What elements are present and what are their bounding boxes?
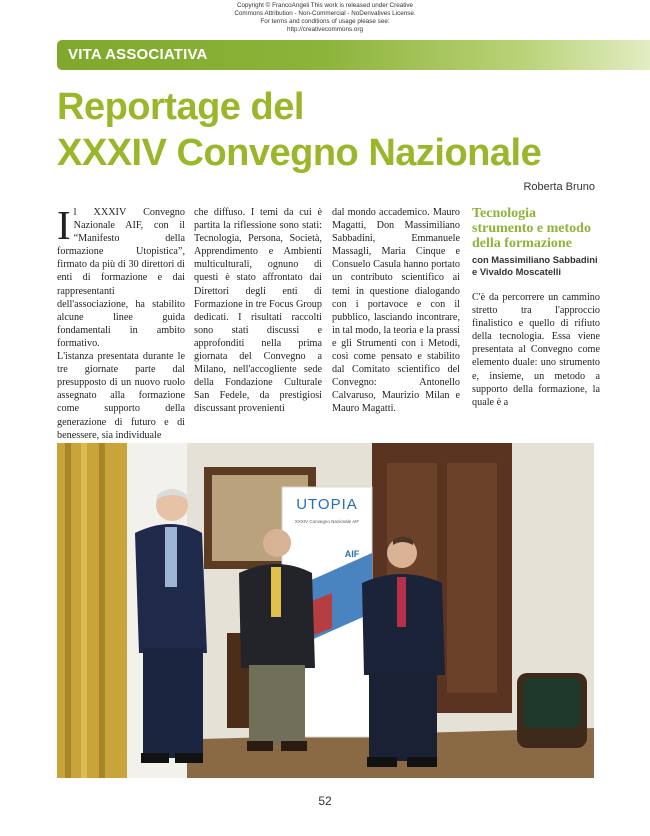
copyright-notice [200, 2, 450, 34]
banner-title: UTOPIA [296, 496, 358, 513]
paragraph: L'istanza presentata durante le tre giornate parte dal presupposto di un nuovo ruolo assegnato alla formazione come supporto della generazione di futuro e di benessere, sia individuale [57, 351, 185, 441]
text-column-1 [57, 202, 185, 442]
section-header-band [57, 40, 650, 70]
banner-logo: AIF [344, 549, 360, 559]
text-column-3 [332, 206, 460, 416]
title-line-2: XXXIV Convegno Nazionale [57, 132, 542, 174]
paragraph: che diffuso. I temi da cui è partita la riflessione sono stati: Tecnologia, Persona, Società, Apprendimento e Ambienti multiculturali, ognuno di questi è stato affrontato dai Direttori degli enti di Formazione in tre Focus Group dedicati. I risultati raccolti sono stati discussi e approfonditi nella prima giornata del Convegno a Milano, nell'accogliente sede della Fondazione Culturale San Fedele, da prestigiosi discussant provenienti [194, 207, 322, 415]
event-photo [57, 443, 594, 778]
subsection-byline: con Massimiliano Sabbadini e Vivaldo Moscatelli [472, 254, 598, 277]
paragraph-text: l XXXIV Convegno Nazionale AIF, con il “Manifesto della formazione Utopistica”, firmato da più di 30 direttori di enti di formazione e dai rappresentanti dell'associazione, ha stabilito alcune linee guida fondamentali in ambito formativo. [57, 207, 185, 349]
article-author: Roberta Bruno [523, 181, 595, 193]
copyright-link[interactable]: http://creativecommons.org [287, 26, 363, 33]
section-label: VITA ASSOCIATIVA [68, 46, 208, 63]
paragraph: C'è da percorrere un cammino stretto tra l'approccio finalistico e quello di rifiuto della tecnologia. Essa viene presentata al Convegno come elemento duale: uno strumento e, insieme, un metodo a supporto della formazione, la quale è a [472, 292, 600, 408]
text-column-4 [472, 206, 600, 409]
paragraph: dal mondo accademico. Mauro Magatti, Don Massimiliano Sabbadini, Emmanuele Massagli, Maria Cinque e Consuelo Casula hanno portato un contributo scientifico ai temi in questione dialogando con i portavoce e con il pubblico, lasciando incontrare, in tal modo, la teoria e la prassi e gli Strumenti con i Metodi, così come pensato e stabilito dal Comitato scientifico del Convegno: Antonello Calvaruso, Maurizio Milan e Mauro Magatti. [332, 207, 460, 415]
banner-subtitle: XXXIV Convegno Nazionale AIF [294, 519, 360, 524]
copyright-line: Copyright © FrancoAngeli This work is released under Creative [236, 2, 414, 9]
drop-cap: I [57, 202, 71, 248]
subsection-heading: Tecnologia strumento e metodo della formazione [472, 206, 591, 251]
title-line-1: Reportage del [57, 86, 304, 128]
article-title [57, 84, 637, 176]
copyright-line: For terms and conditions of usage please see: [260, 18, 390, 25]
photo-illustration [57, 443, 594, 778]
person-left [135, 489, 207, 763]
page-number: 52 [318, 794, 332, 808]
text-column-2 [194, 206, 322, 416]
copyright-line: Commons Attribution - Non-Commercial - NoDerivatives License. [234, 10, 416, 17]
paragraph [57, 202, 185, 350]
